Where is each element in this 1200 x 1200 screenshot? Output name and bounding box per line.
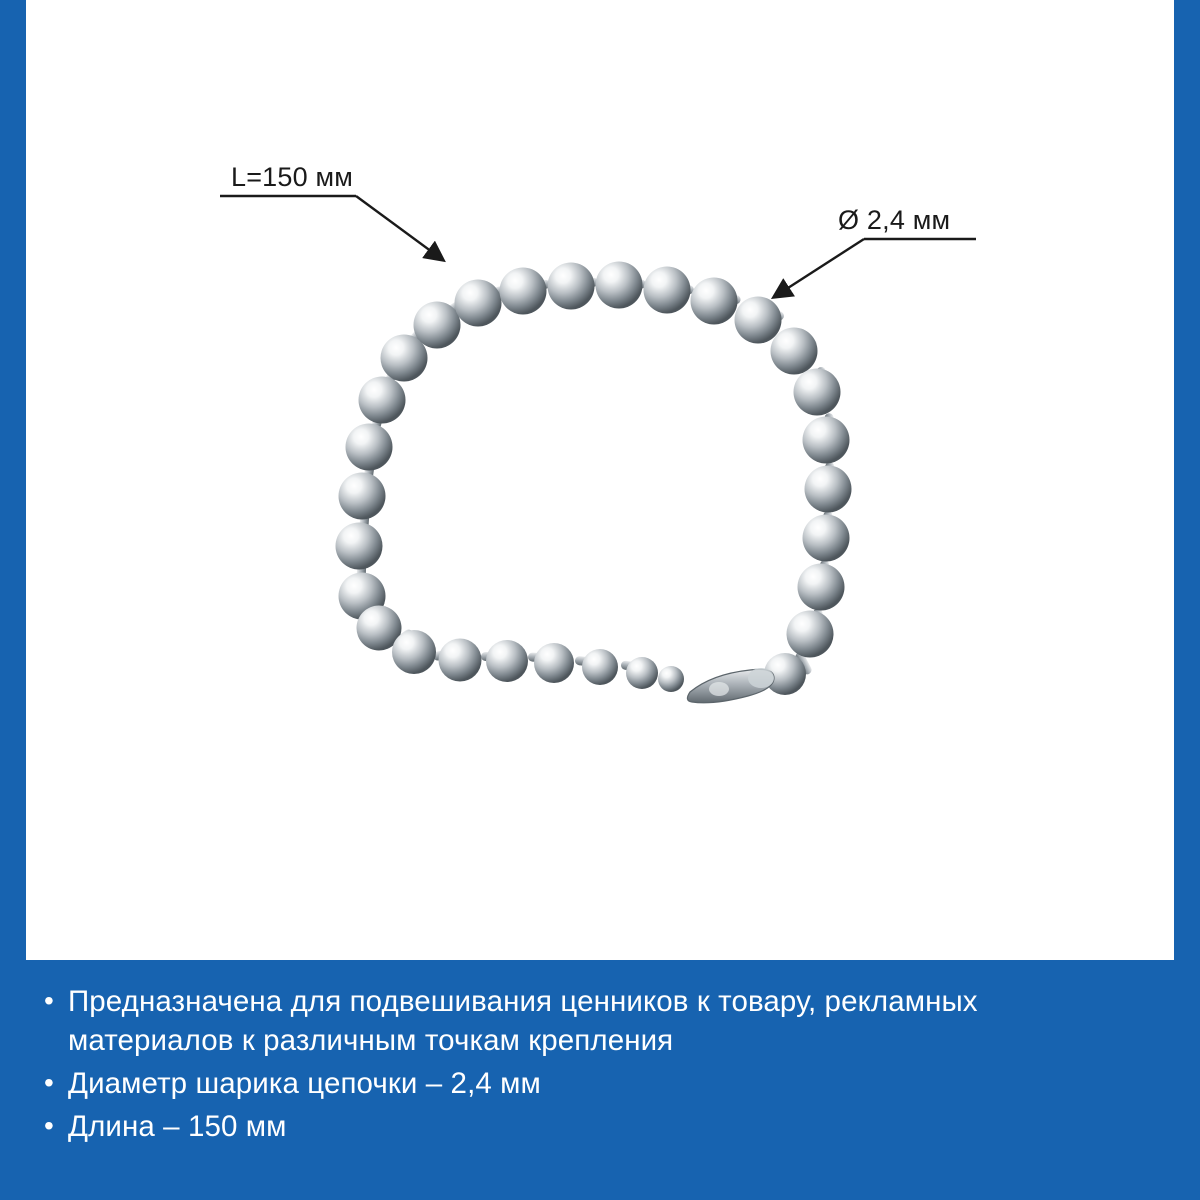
callout-leader-length — [220, 196, 443, 260]
list-item: • Диаметр шарика цепочки – 2,4 мм — [38, 1064, 1144, 1103]
right-accent-bar — [1174, 0, 1200, 1200]
callout-leader-diameter — [774, 239, 976, 297]
callout-label-length: L=150 мм — [231, 162, 354, 192]
chain-links — [336, 262, 852, 703]
list-item: • Предназначена для подвешивания ценников к товару, рекламных материалов к различным точкам крепления — [38, 982, 1144, 1060]
chain-illustration-graphic — [26, 0, 1174, 960]
feature-footer-panel — [26, 960, 1174, 1200]
chain-clasp — [687, 668, 774, 703]
product-illustration — [26, 0, 1174, 960]
left-accent-bar — [0, 0, 26, 1200]
callout-label-diameter: Ø 2,4 мм — [838, 205, 951, 235]
feature-list — [38, 982, 1144, 1146]
list-item: • Длина – 150 мм — [38, 1107, 1144, 1146]
